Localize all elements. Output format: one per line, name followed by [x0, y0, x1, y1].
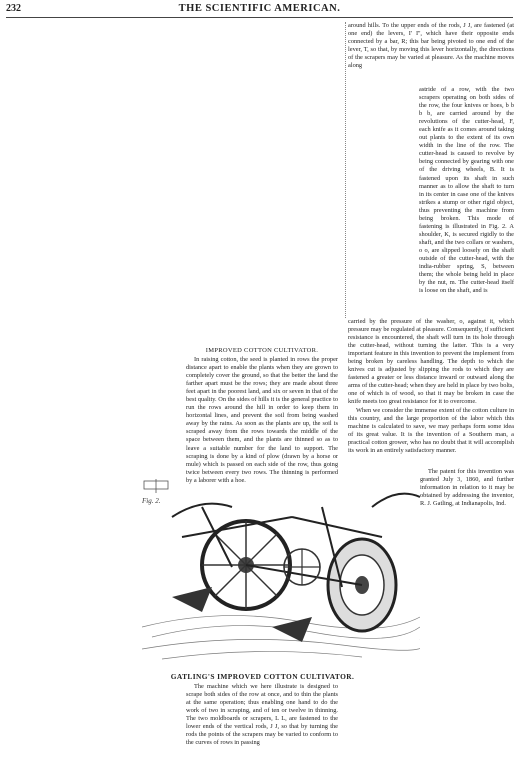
figure-caption: GATLING'S IMPROVED COTTON CULTIVATOR. — [170, 672, 355, 681]
journal-title: THE SCIENTIFIC AMERICAN. — [178, 3, 341, 14]
right-column-mid-text — [348, 318, 514, 455]
left-column-text: In raising cotton, the seed is planted in rows the proper distance apart to enable the plants when they are grown to completely cover the ground, so that the better the land the farther apart must be the rows; they are made about three feet apart in the poorest land, and six or seven in that of the best quality. On the sides of hills it is the general practice to run the rows around the hill in order to keep them in horizontal lines, and prevent the soil from being washed away by the rains. As soon as the plants are up, the soil is scraped away from the rows towards the middle of the space between them, and the plants are thinned so as to leave a suitable number for the land to support. The scraping is done by a kind of plow (drawn by a horse or mule) which is passed on each side of the row, thus going twice between every two rows. The thinning is performed by a laborer with a hoe. — [186, 356, 338, 484]
article-title: IMPROVED COTTON CULTIVATOR. — [205, 347, 319, 354]
right-mid-paragraph-2: When we consider the immense extent of the cotton culture in this country, and the large proportion of the labor which this machine is calculated to save, we may perhaps form some idea of its great value. It is the invention of a Southern man, a practical cotton grower, who has no doubt that it will accomplish its work in an entirely satisfactory manner. — [348, 406, 514, 454]
cutter-head — [284, 549, 320, 585]
page-number: 232 — [6, 3, 21, 14]
page-header — [6, 3, 513, 17]
bottom-intro-text: The machine which we here illustrate is designed to scrape both sides of the row at once, and to thin the plants at the same operation; thus enabling one hand to do the work of two in scraping, and of ten or twelve in thinning. The two moldboards or scrapers, L L, are fastened to the lower ends of the vertical rods, J J, so that by turning the rods the points of the scrapers may be varied to conform to the curves of rows in passing — [186, 683, 338, 747]
right-mid-paragraph-1: carried by the pressure of the washer, o, against it, which pressure may be regulated at pleasure. Consequently, if sufficient resistance is encountered, the shaft will turn in its hole through the cutter-head, without turning the latter. This is a very important feature in this invention to prevent the implement from being broken by careless handling. The depth to which the knives cut is adjusted by slipping the rods to which they are fastened a greater or less distance inward or outward along the arms of the cutter-head; when they are held in place by two bolts, one of which is of wood, so that it may be broken in case the knife meets too great resistance for it to overcome. — [348, 318, 514, 406]
scrapers — [172, 587, 312, 642]
right-column-narrow-text: astride of a row, with the two scrapers operating on both sides of the row, the four knives or hoes, b b b b, are carried around by the revolutions of the cutter-head, F, each knife as it comes around taking out plants to the extent of its own width in the line of the row. The cutter-head is caused to revolve by being connected by gearing with one of the driving wheels, B. It is fastened upon its shaft in such manner as to allow the shaft to turn in its center in case one of the knives strikes a stump or other rigid object, thus preventing the machine from being broken. This mode of fastening is illustrated in Fig. 2. A shoulder, K, is secured rigidly to the shaft, and the two collars or washers, o o, are slipped loosely on the shaft outside of the cutter-head, with the india-rubber spring, S, between them; the whole being held in place by the nut, m. The cutter-head itself is loose on the shaft, and is — [419, 86, 514, 295]
fig2-label: Fig. 2. — [142, 497, 161, 505]
header-rule — [6, 17, 513, 18]
column-rule — [345, 22, 346, 318]
patent-info-text: The patent for this invention was granted July 3, 1860, and further information in relation to it may be obtained by addressing the inventor, R. J. Gatling, at Indianapolis, Ind. — [420, 468, 514, 508]
fig2-inset — [142, 479, 168, 505]
right-column-top-text: around hills. To the upper ends of the rods, J J, are fastened (at one end) the levers, I' I'', which have their opposite ends connected by a bar, R; this bar being pivoted to one end of the lever, T, so that, by moving this lever horizontally, the directions of the scrapers may be varied at pleasure. As the machine moves along — [348, 22, 514, 70]
cultivator-illustration — [142, 477, 420, 669]
